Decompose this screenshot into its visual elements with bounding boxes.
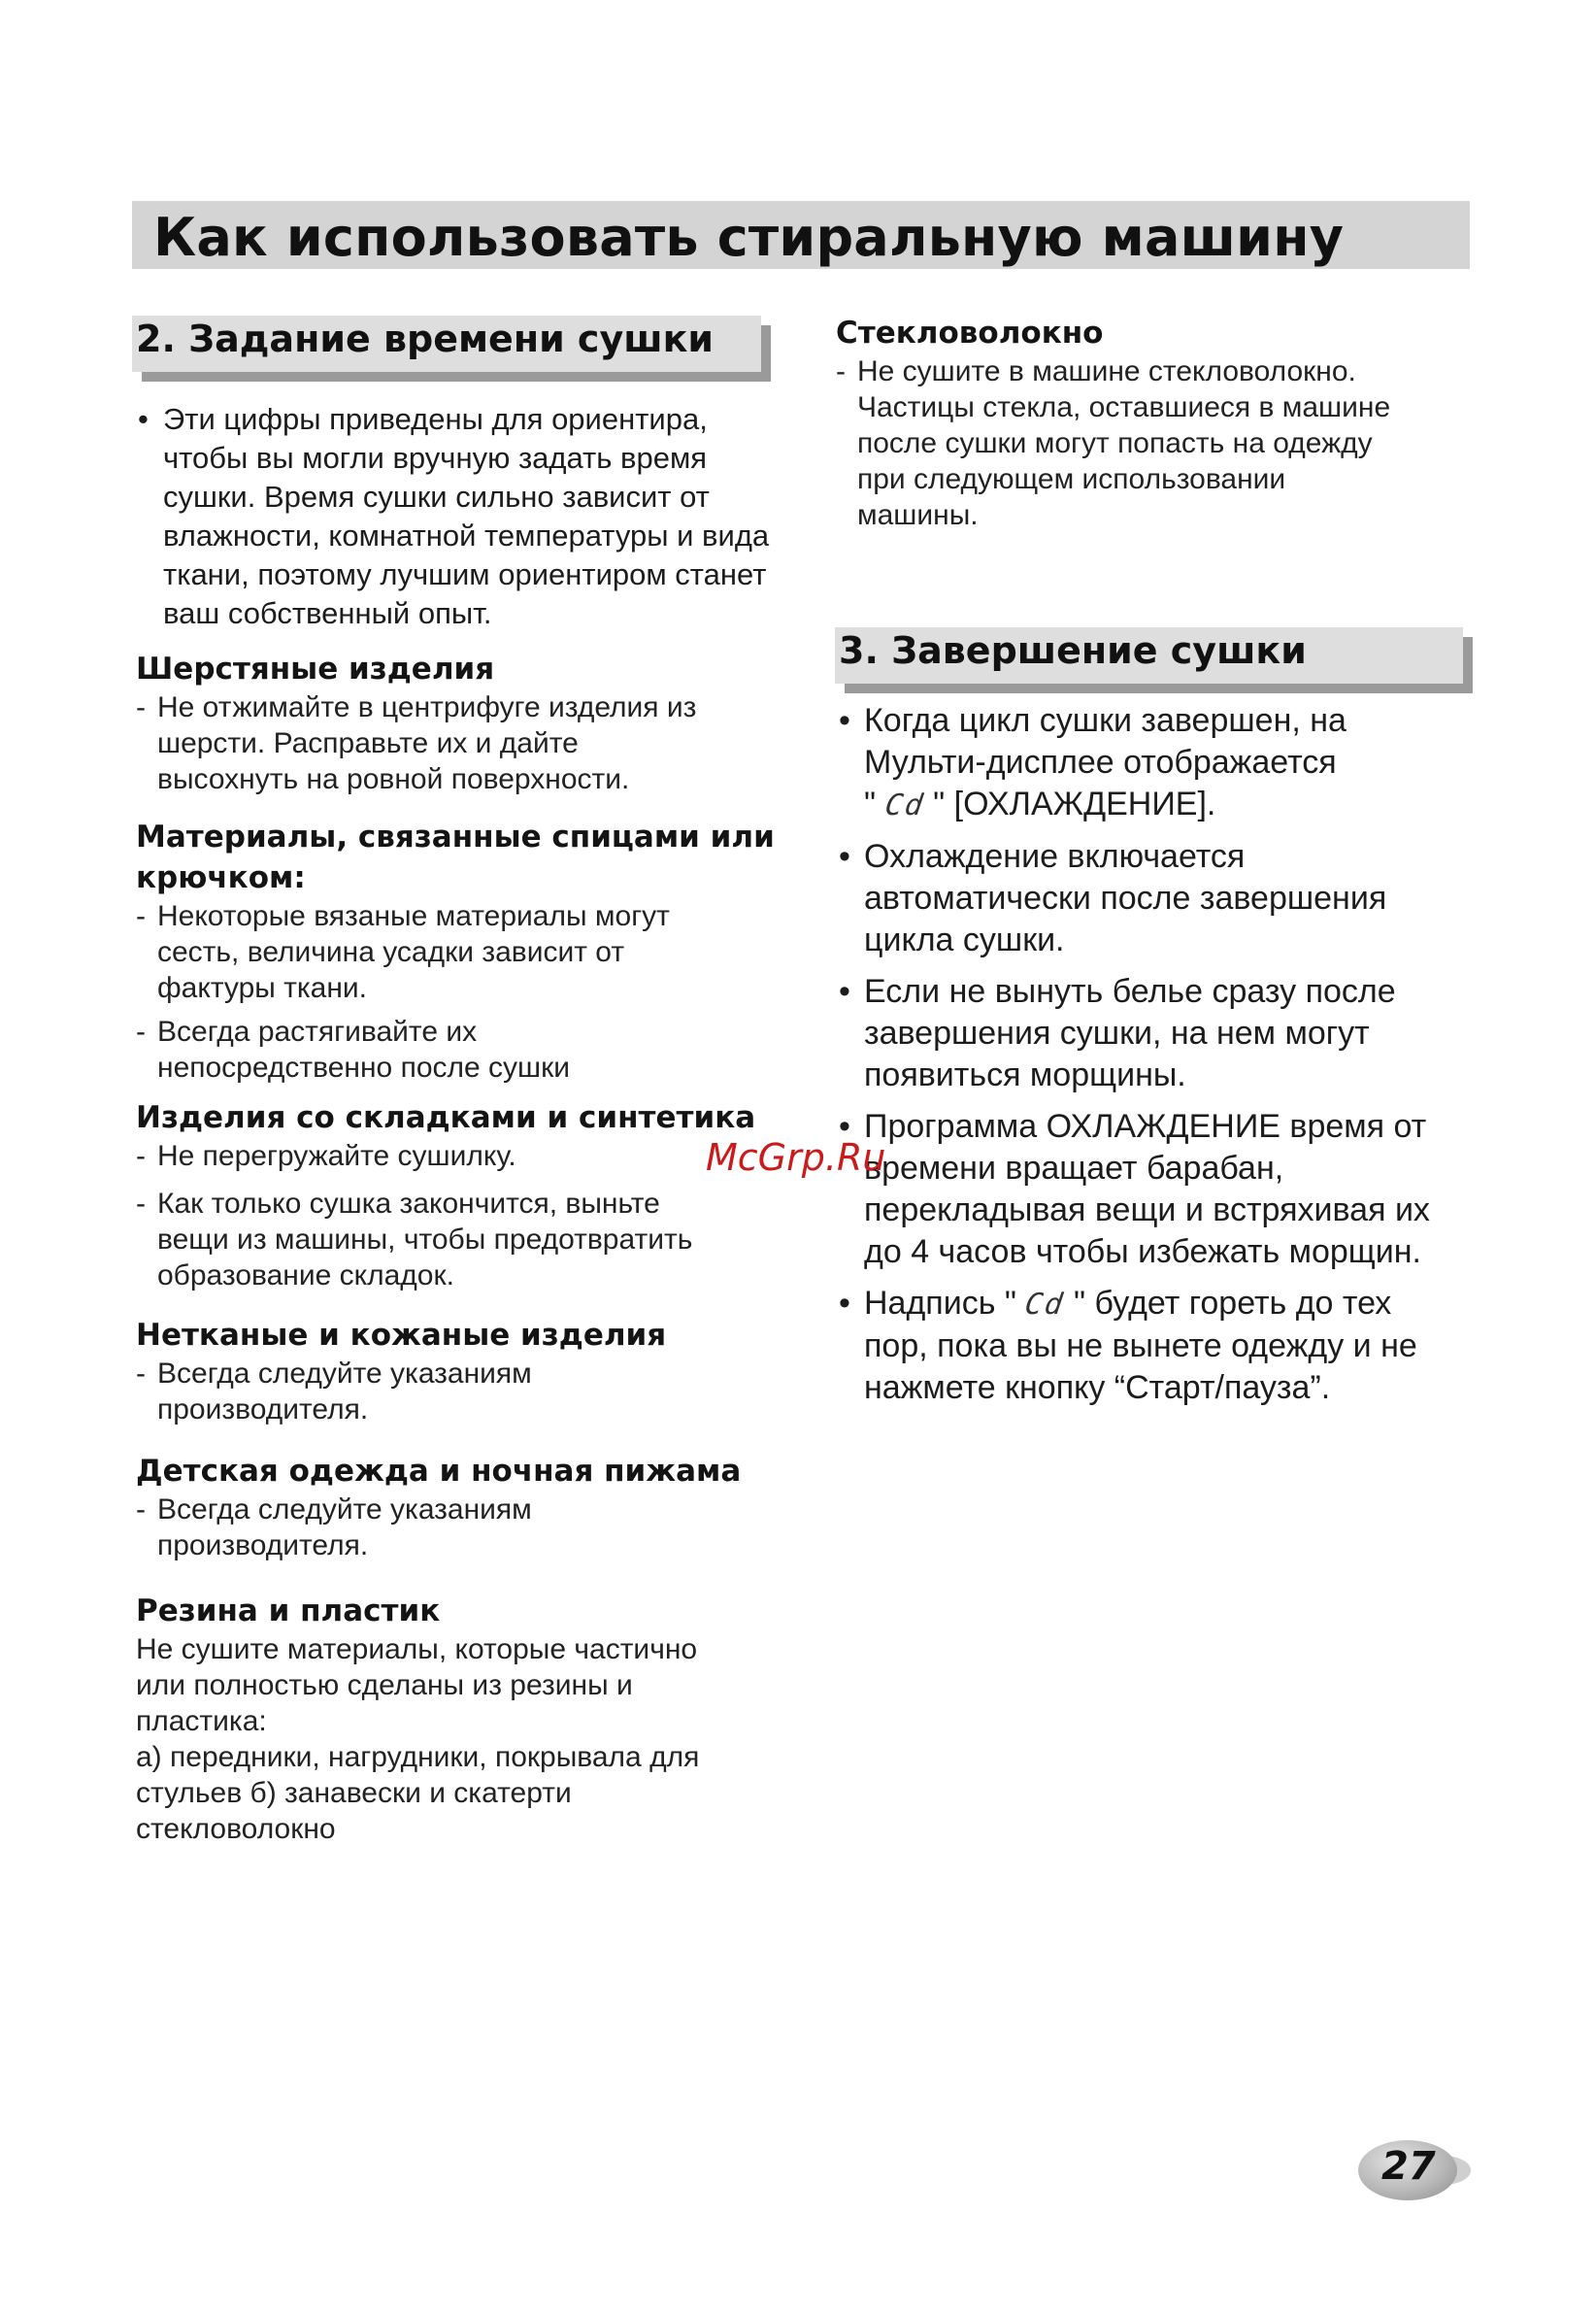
text-line: пластика: bbox=[136, 1705, 267, 1737]
kids-item bbox=[136, 1492, 796, 1563]
text-line: завершения сушки, на нем могут bbox=[864, 1015, 1370, 1052]
dash-mark: - bbox=[836, 355, 846, 387]
dash-mark: - bbox=[136, 1188, 146, 1220]
intro-line: сушки. Время сушки сильно зависит от bbox=[163, 480, 710, 514]
section-3-title: 3. Завершение сушки bbox=[839, 629, 1307, 672]
text-line: производителя. bbox=[157, 1529, 369, 1561]
intro-line: ваш собственный опыт. bbox=[163, 596, 492, 630]
bullet-dot: • bbox=[839, 1285, 850, 1322]
text-line: Некоторые вязаные материалы могут bbox=[157, 900, 670, 932]
text-line: автоматически после завершения bbox=[864, 880, 1387, 917]
intro-line: ткани, поэтому лучшим ориентиром станет bbox=[163, 557, 767, 591]
finish-bullet-4 bbox=[837, 1106, 1478, 1273]
left-column bbox=[136, 400, 796, 1847]
finish-bullet-2 bbox=[837, 836, 1478, 961]
knit-item bbox=[136, 898, 796, 1006]
dash-mark: - bbox=[136, 1493, 146, 1526]
bullet-dot: • bbox=[839, 838, 850, 875]
rubber-heading: Резина и пластик bbox=[136, 1593, 441, 1628]
section-3-header bbox=[835, 627, 1463, 684]
text-line: Как только сушка закончится, выньте bbox=[157, 1188, 660, 1220]
page-title: Как использовать стиральную машину bbox=[153, 207, 1345, 268]
page-number-badge bbox=[1358, 2134, 1473, 2202]
nonwoven-item bbox=[136, 1356, 796, 1427]
text-line: Если не вынуть белье сразу после bbox=[864, 973, 1396, 1010]
finish-bullet-3 bbox=[837, 971, 1478, 1096]
wool-heading: Шерстяные изделия bbox=[136, 652, 495, 687]
dash-mark: - bbox=[136, 1358, 146, 1390]
knit-heading-line-2: крючком: bbox=[136, 860, 306, 895]
text-line: Когда цикл сушки завершен, на bbox=[864, 702, 1347, 739]
nonwoven-heading: Нетканые и кожаные изделия bbox=[136, 1318, 667, 1353]
text-line: до 4 часов чтобы избежать морщин. bbox=[864, 1233, 1421, 1270]
text-line: сесть, величина усадки зависит от bbox=[157, 936, 625, 968]
page-title-bar bbox=[132, 201, 1470, 269]
fiberglass-item bbox=[836, 353, 1477, 533]
text-line: Всегда следуйте указаниям bbox=[157, 1493, 532, 1526]
right-column-bullets bbox=[837, 700, 1478, 1409]
dash-mark: - bbox=[136, 1016, 146, 1048]
text-line: Не сушите в машине стекловолокно. bbox=[857, 355, 1356, 387]
text-line: Всегда растягивайте их bbox=[157, 1016, 478, 1048]
dash-mark: - bbox=[136, 900, 146, 932]
text-line: стульев б) занавески и скатерти bbox=[136, 1777, 572, 1809]
text-line: фактуры ткани. bbox=[157, 972, 368, 1004]
text-line: а) передники, нагрудники, покрывала для bbox=[136, 1741, 700, 1773]
bullet-dot: • bbox=[839, 973, 850, 1010]
right-column-top bbox=[836, 313, 1477, 533]
bullet-dot: • bbox=[839, 1108, 850, 1145]
text-line: Охлаждение включается bbox=[864, 838, 1246, 875]
knit-item bbox=[136, 1014, 796, 1086]
text-fragment: [ОХЛАЖДЕНИЕ]. bbox=[953, 786, 1216, 822]
text-line: Не сушите материалы, которые частично bbox=[136, 1633, 698, 1665]
knit-heading-line-1: Материалы, связанные спицами или bbox=[136, 820, 775, 855]
text-line: цикла сушки. bbox=[864, 922, 1065, 958]
text-line: Программа ОХЛАЖДЕНИЕ время от bbox=[864, 1108, 1427, 1145]
text-fragment: Надпись " bbox=[864, 1285, 1016, 1322]
text-line: Частицы стекла, оставшиеся в машине bbox=[857, 391, 1391, 423]
quote-mark: " bbox=[864, 786, 877, 822]
text-line: при следующем использовании bbox=[857, 463, 1286, 495]
text-line: Не перегружайте сушилку. bbox=[157, 1140, 516, 1172]
finish-bullet-5 bbox=[837, 1283, 1478, 1409]
text-line: стекловолокно bbox=[136, 1813, 336, 1845]
section-2-title: 2. Задание времени сушки bbox=[136, 318, 714, 360]
wool-item bbox=[136, 689, 796, 797]
pleats-item bbox=[136, 1186, 796, 1293]
intro-line: чтобы вы могли вручную задать время bbox=[163, 441, 708, 475]
fiberglass-heading: Стекловолокно bbox=[836, 316, 1104, 351]
text-line: производителя. bbox=[157, 1393, 369, 1425]
dash-mark: - bbox=[136, 1140, 146, 1172]
finish-bullet-1 bbox=[837, 700, 1478, 826]
pleats-heading: Изделия со складками и синтетика bbox=[136, 1100, 756, 1135]
text-line: образование складок. bbox=[157, 1259, 454, 1291]
text-fragment: " будет гореть до тех bbox=[1073, 1285, 1392, 1322]
page-number: 27 bbox=[1381, 2144, 1436, 2189]
text-line: вещи из машины, чтобы предотвратить bbox=[157, 1224, 693, 1256]
intro-bullet bbox=[136, 400, 796, 633]
watermark: McGrp.Ru bbox=[706, 1136, 886, 1179]
display-code-cd: Cd bbox=[882, 788, 927, 822]
display-code-cd: Cd bbox=[1022, 1288, 1067, 1322]
intro-line: влажности, комнатной температуры и вида bbox=[163, 519, 770, 553]
kids-heading: Детская одежда и ночная пижама bbox=[136, 1454, 742, 1489]
text-line: высохнуть на ровной поверхности. bbox=[157, 763, 630, 795]
text-line: нажмете кнопку “Старт/пауза”. bbox=[864, 1369, 1331, 1406]
text-line: непосредственно после сушки bbox=[157, 1052, 570, 1084]
text-line bbox=[864, 1283, 1478, 1325]
text-line: появиться морщины. bbox=[864, 1056, 1186, 1093]
text-line: Не отжимайте в центрифуге изделия из bbox=[157, 691, 697, 723]
text-line: времени вращает барабан, bbox=[864, 1150, 1284, 1187]
intro-line: Эти цифры приведены для ориентира, bbox=[163, 402, 708, 436]
bullet-dot: • bbox=[839, 702, 850, 739]
text-line: пор, пока вы не вынете одежду и не bbox=[864, 1327, 1417, 1364]
text-line: машины. bbox=[857, 499, 979, 531]
pleats-item bbox=[136, 1138, 796, 1174]
quote-mark: " bbox=[933, 786, 946, 822]
section-2-header bbox=[132, 316, 761, 372]
text-line: после сушки могут попасть на одежду bbox=[857, 427, 1373, 459]
text-line: шерсти. Расправьте их и дайте bbox=[157, 727, 579, 759]
text-line bbox=[864, 784, 1478, 826]
dash-mark: - bbox=[136, 691, 146, 723]
text-line: Всегда следуйте указаниям bbox=[157, 1358, 532, 1390]
text-line: или полностью сделаны из резины и bbox=[136, 1669, 633, 1701]
bullet-dot: • bbox=[138, 402, 149, 436]
text-line: перекладывая вещи и встряхивая их bbox=[864, 1191, 1430, 1228]
text-line: Мульти-дисплее отображается bbox=[864, 744, 1337, 781]
